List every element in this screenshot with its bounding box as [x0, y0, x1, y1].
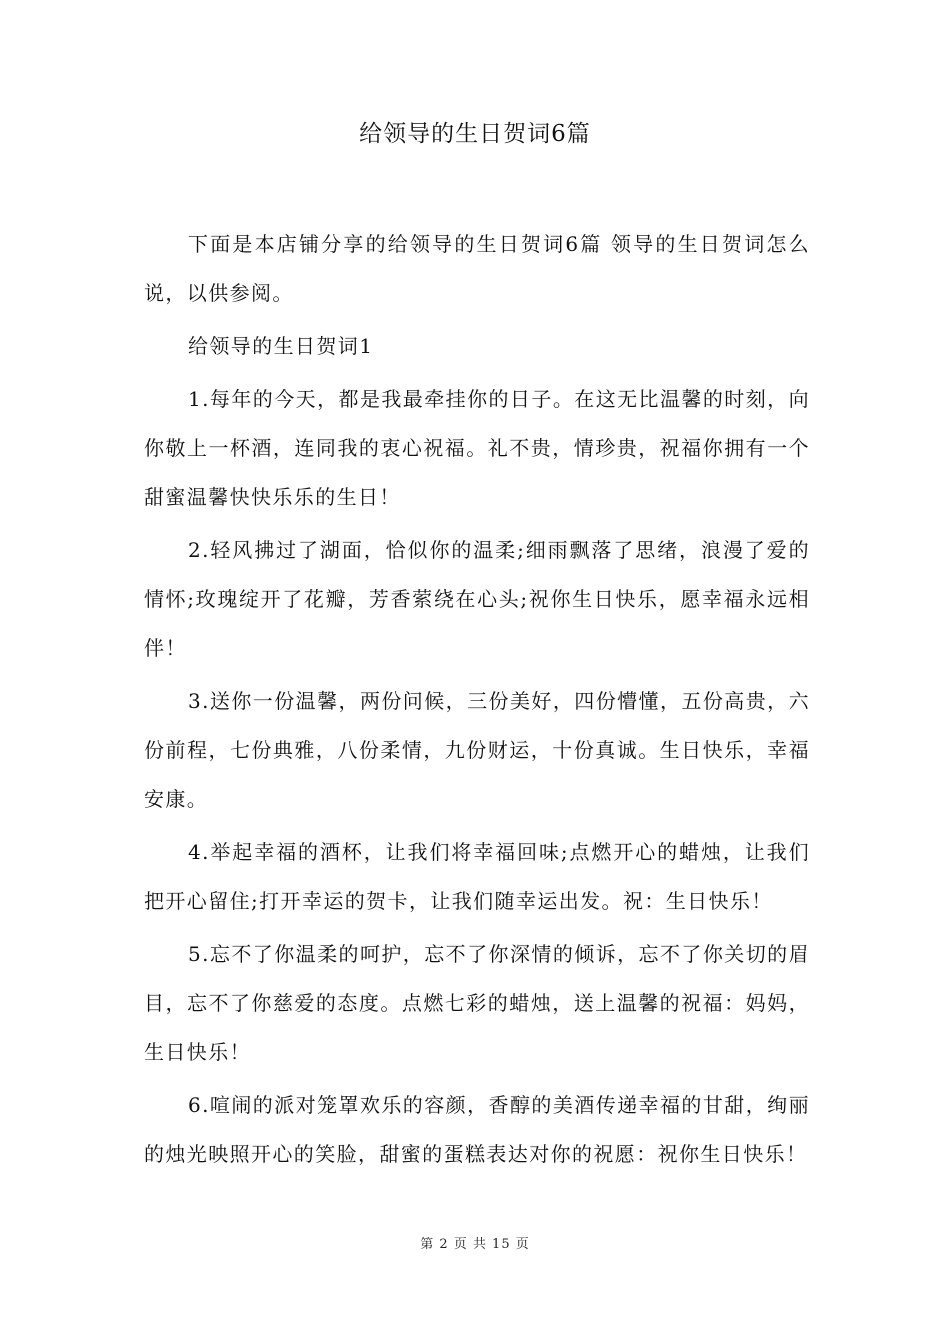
wish-paragraph-2: 2.轻风拂过了湖面，恰似你的温柔;细雨飘落了思绪，浪漫了爱的情怀;玫瑰绽开了花瓣，芳香萦绕在心头;祝你生日快乐，愿幸福永远相伴！ — [144, 538, 810, 660]
wish-paragraph-4: 4.举起幸福的酒杯，让我们将幸福回味;点燃开心的蜡烛，让我们把开心留住;打开幸运的贺卡，让我们随幸运出发。祝：生日快乐！ — [144, 840, 810, 913]
document-body — [144, 220, 810, 1179]
page-number-footer: 第 2 页 共 15 页 — [420, 1237, 530, 1252]
document-title: 给领导的生日贺词6篇 — [359, 121, 591, 147]
wish-paragraph-6: 6.喧闹的派对笼罩欢乐的容颜，香醇的美酒传递幸福的甘甜，绚丽的烛光映照开心的笑脸，甜蜜的蛋糕表达对你的祝愿：祝你生日快乐！ — [144, 1093, 810, 1166]
wish-paragraph-5: 5.忘不了你温柔的呵护，忘不了你深情的倾诉，忘不了你关切的眉目，忘不了你慈爱的态度。点燃七彩的蜡烛，送上温馨的祝福：妈妈，生日快乐！ — [144, 942, 810, 1064]
wish-paragraph-3: 3.送你一份温馨，两份问候，三份美好，四份懵懂，五份高贵，六份前程，七份典雅，八份柔情，九份财运，十份真诚。生日快乐，幸福安康。 — [144, 689, 810, 811]
wish-paragraph-1: 1.每年的今天，都是我最牵挂你的日子。在这无比温馨的时刻，向你敬上一杯酒，连同我的衷心祝福。礼不贵，情珍贵，祝福你拥有一个甜蜜温馨快快乐乐的生日！ — [144, 387, 810, 509]
section-heading: 给领导的生日贺词1 — [188, 334, 374, 358]
intro-paragraph: 下面是本店铺分享的给领导的生日贺词6篇 领导的生日贺词怎么说，以供参阅。 — [144, 232, 810, 305]
